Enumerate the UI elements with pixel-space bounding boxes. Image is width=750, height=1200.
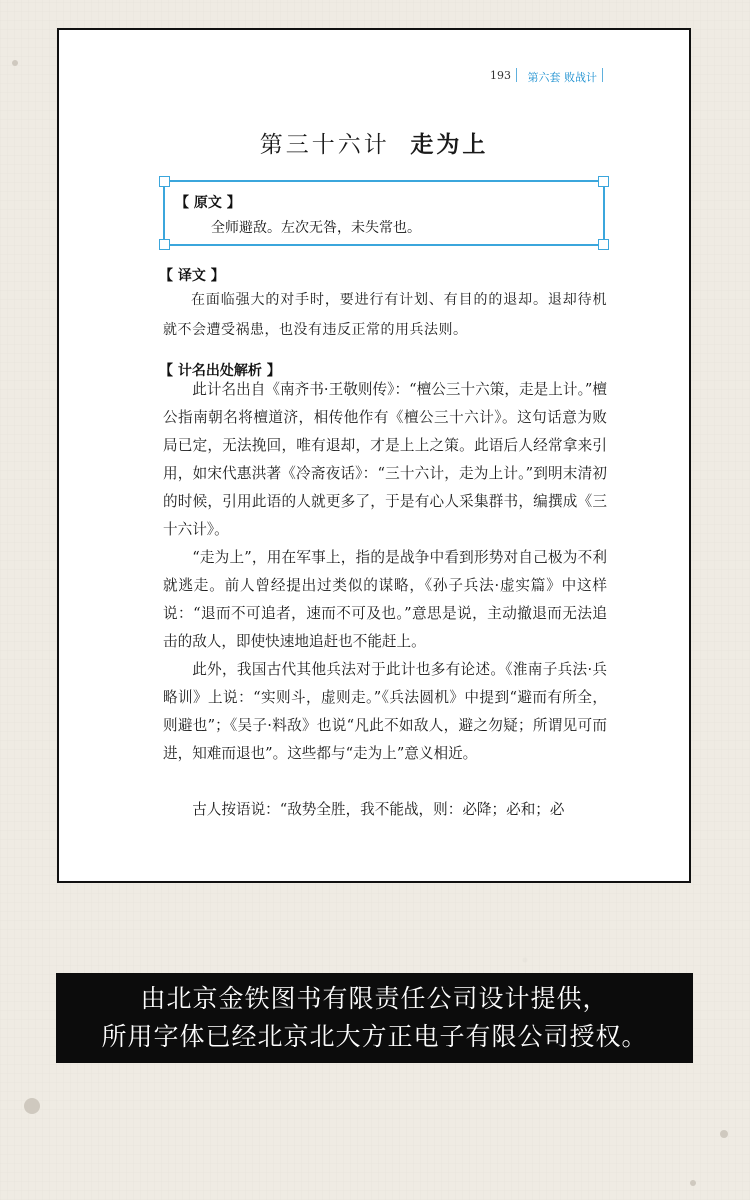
analysis-paragraph: 此计名出自《南齐书·王敬则传》：“檀公三十六策，走是上计。”檀公指南朝名将檀道济，相传他作有《檀公三十六计》。这句话意为败局已定，无法挽回，唯有退却，才是上上之策。此语后人经常拿来引用，如宋代惠洪著《冷斋夜话》：“三十六计，走为上计。”到明末清初的时候，引用此语的人就更多了，于是有心人采集群书，编撰成《三十六计》。 [163, 381, 607, 538]
banner-line-2: 所用字体已经北京北大方正电子有限公司授权。 [101, 1022, 648, 1051]
paper-speck [690, 1180, 696, 1186]
page-number: 193 [490, 69, 511, 82]
original-text-box [163, 180, 605, 246]
paper-speck [24, 1098, 40, 1114]
running-header [59, 68, 689, 84]
original-label: 【 原文 】 [175, 195, 241, 211]
header-divider [602, 68, 603, 82]
box-corner-ornament [598, 239, 609, 250]
analysis-paragraph: “走为上”，用在军事上，指的是战争中看到形势对自己极为不利就逃走。前人曾经提出过类似的谋略，《孙子兵法·虚实篇》中这样说：“退而不可追者，速而不可及也。”意思是说，主动撤退而无法追击的敌人，即使快速地追赶也不能赶上。 [163, 549, 607, 650]
translation-text: 在面临强大的对手时，要进行有计划、有目的的退却。退却待机就不会遭受祸患，也没有违反正常的用兵法则。 [163, 292, 607, 338]
title-name: 走为上 [410, 131, 489, 158]
page-title [59, 126, 689, 159]
chapter-title: 第六套 败战计 [527, 71, 597, 84]
box-corner-ornament [598, 176, 609, 187]
book-page [57, 28, 691, 883]
header-divider [516, 68, 517, 82]
banner-line-1: 由北京金铁图书有限责任公司设计提供， [140, 984, 609, 1013]
original-text: 全师避敌。左次无咎，未失常也。 [211, 220, 421, 236]
translation-label: 【 译文 】 [159, 268, 225, 284]
title-prefix: 第三十六计 [259, 132, 390, 158]
analysis-paragraph: 此外，我国古代其他兵法对于此计也多有论述。《淮南子兵法·兵略训》上说：“实则斗，虚则走。”《兵法圆机》中提到“避而有所全，则避也”；《吴子·料敌》也说“凡此不如敌人，避之勿疑；所谓见可而进，知难而退也”。这些都与“走为上”意义相近。 [163, 661, 607, 762]
box-corner-ornament [159, 176, 170, 187]
copyright-banner [56, 973, 693, 1063]
paper-speck [720, 1130, 728, 1138]
box-corner-ornament [159, 239, 170, 250]
analysis-label: 【 计名出处解析 】 [159, 363, 281, 379]
paper-speck [12, 60, 18, 66]
analysis-paragraph: 古人按语说：“敌势全胜，我不能战，则：必降；必和；必 [192, 801, 565, 818]
